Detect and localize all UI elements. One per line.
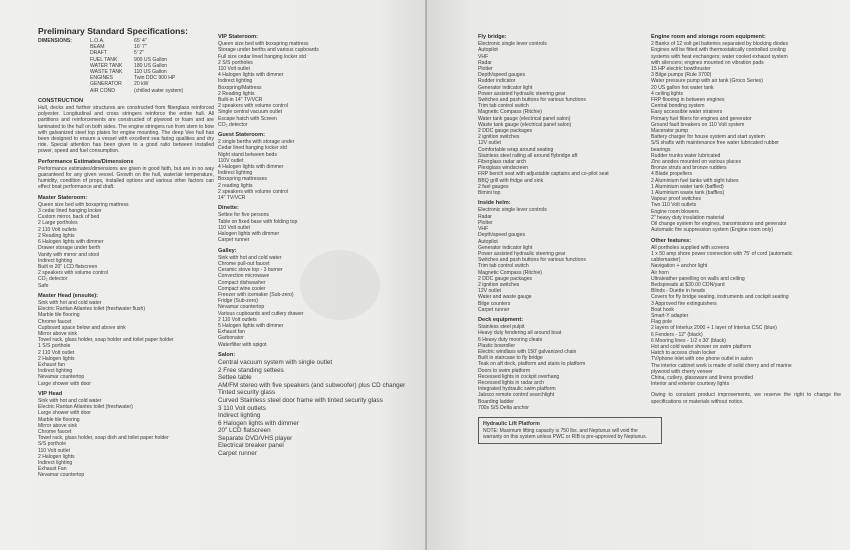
inside-helm-title: Inside helm: xyxy=(478,200,511,207)
other-features-list xyxy=(651,245,841,388)
spec-item: 2 reading lights xyxy=(218,182,253,189)
notice-text: NOTE: Maximum lifting capacity is 750 lbs. and Neptunus will void the warranty on this system unless PWC or RIB is pre-approved by Neptunus. xyxy=(483,428,647,441)
spec-item: Exhaust Fan xyxy=(38,466,67,473)
spec-item: 2 DDC gauge packages xyxy=(478,128,533,135)
spec-item: Vanity with mirror and stool xyxy=(38,251,100,258)
dimensions-table xyxy=(38,38,214,94)
spec-item: Electronic single lever controls xyxy=(478,207,547,214)
dimension-value: 180 US Gallon xyxy=(134,62,168,69)
spec-item: 1 S/S porthole xyxy=(38,343,71,350)
spec-item: Recessed lights in cockpit overhang xyxy=(478,373,560,380)
spec-item: Magnetic Compass (Ritchie) xyxy=(478,109,542,116)
spec-item: 6 Mooring lines - 1/2 x 30' (black) xyxy=(651,337,726,344)
spec-item: Various cupboards and cutlery drawer xyxy=(218,310,304,317)
spec-item: 4 Halogen lights with dimmer xyxy=(218,72,284,79)
spec-item: cablemaster) xyxy=(651,257,681,264)
dimension-key: ENGINES xyxy=(90,75,113,82)
performance-text: Performance estimates/dimensions are given in good faith, but are in no way guaranteed for any given vessel. Growth on the hull, water/air temperature, humidity, condition of props, installed options and various other factors can effect boat performance and draft. xyxy=(38,165,214,191)
spec-item: bearings xyxy=(651,146,671,153)
spec-item: FRP bench seat with adjustable captains and co-pilot seat xyxy=(478,171,609,178)
spec-item: Sink with hot and cold water xyxy=(218,254,282,261)
engine-room-title: Engine room and storage room equipment: xyxy=(651,34,766,40)
spec-item: Heavy duty fendering all around boat xyxy=(478,330,562,337)
notice-title: Hydraulic Lift Platform xyxy=(483,420,540,427)
spec-item: Carpet runner xyxy=(478,306,510,313)
spec-item: 20 US gallon hot water tank xyxy=(651,84,714,91)
inside-helm-list xyxy=(478,207,648,312)
spec-item: CO₂ detector xyxy=(218,121,248,128)
spec-item: 2 Reading lights xyxy=(218,90,255,97)
engine-room-list xyxy=(651,41,841,233)
spec-item: Switches and push buttons for various functions xyxy=(478,97,586,104)
spec-item: Engine room blowers xyxy=(651,208,699,215)
spec-item: Rudder indicator xyxy=(478,78,516,85)
spec-item: Bedspreads at $30.00 CDN/yard xyxy=(651,281,725,288)
spec-item: with silencers; engines mounted on vibration pads xyxy=(651,59,764,66)
master-head-title: Master Head (ensuite): xyxy=(38,292,98,299)
spec-item: Ground fault breakers on 110 Volt system xyxy=(651,121,745,128)
spec-item: 6 Heavy duty mooring cleats xyxy=(478,336,543,343)
spec-item: Separate DVD/VHS player xyxy=(218,434,293,442)
spec-item: 110 Volt outlet xyxy=(38,447,70,454)
spec-item: 2 Reading lights xyxy=(38,232,75,239)
spec-item: Jabsco remote control searchlight xyxy=(478,392,555,399)
dimension-label xyxy=(38,88,90,94)
spec-item: 3 Bilge pumps (Rule 3700) xyxy=(651,72,712,79)
spec-item: Storage under berths and various cupboards xyxy=(218,47,319,54)
spec-item: 2 S/S portholes xyxy=(218,59,253,66)
spec-item: 4 Halogen lights with dimmer xyxy=(218,164,284,171)
spec-item: 2" heavy duty insulation material xyxy=(651,214,725,221)
dimension-key: WASTE TANK xyxy=(90,69,123,76)
spec-item: Settee table xyxy=(218,374,252,382)
fly-bridge-title: Fly bridge: xyxy=(478,34,507,40)
spec-item: Queen size bed with boxspring mattress xyxy=(38,201,129,208)
spec-item: 2 fuel gauges xyxy=(478,183,509,190)
master-stateroom-list xyxy=(38,202,214,289)
spec-item: Single central vacuum outlet xyxy=(218,109,282,116)
spec-item: 2 Banks of 12 volt gel batteries separated by blocking diodes xyxy=(651,41,789,48)
spec-item: 2 Free standing settees xyxy=(218,366,284,374)
spec-item: Rudder trunks water lubricated xyxy=(651,152,721,159)
spec-item: 700s S/S Delta anchor xyxy=(478,404,529,411)
spec-item: Bimini top xyxy=(478,190,501,197)
spec-item: 5 Halogen lights with dimmer xyxy=(218,322,284,329)
spec-item: Generator indicator light xyxy=(478,84,533,91)
spec-item: All portholes supplied with screens xyxy=(651,244,730,251)
spec-item: Drawer storage under berth xyxy=(38,245,101,252)
spec-item: VHF xyxy=(478,53,489,60)
spec-item: Air horn xyxy=(651,269,669,276)
page-title: Preliminary Standard Specifications: xyxy=(38,26,188,36)
spec-item: 2 110 Volt outlets xyxy=(38,226,77,233)
spec-item: Central vacuum system with single outlet xyxy=(218,358,333,366)
dimension-value: 16' 7" xyxy=(134,44,147,51)
spec-item: Integrated hydraulic swim platform xyxy=(478,386,556,393)
spec-item: Electrical breaker panel xyxy=(218,442,284,450)
dimension-value: 65' 4" xyxy=(134,38,147,44)
spec-item: Fridge (Sub-zero) xyxy=(218,298,258,305)
spec-item: Carpet runner xyxy=(218,450,257,458)
spec-item: The interior cabinet work is made of solid cherry and of marine xyxy=(651,362,792,369)
spec-item: VHF xyxy=(478,226,489,233)
spec-item: Switches and push buttons for various functions xyxy=(478,257,586,264)
spec-item: Fiberglass radar arch xyxy=(478,159,527,166)
spec-item: Boat hook xyxy=(651,306,674,313)
dimension-value: Twin DDC 900 HP xyxy=(134,75,176,82)
spec-item: Marble tile flooring xyxy=(38,416,80,423)
right-page xyxy=(427,0,850,550)
dimension-row xyxy=(38,88,214,94)
spec-item: 110 Volt outlet xyxy=(218,66,250,73)
spec-item: Large shower with door xyxy=(38,380,91,387)
footer-note: Owing to constant product improvements, we reserve the right to change the specifications or materials without notice. xyxy=(651,392,841,405)
spec-item: 6 Halogen lights with dimmer xyxy=(218,419,299,427)
spec-item: 2 Aluminium fuel tanks with sight tubes xyxy=(651,177,739,184)
spec-item: 1 Aluminium water tank (baffled) xyxy=(651,183,724,190)
dimension-key: FUEL TANK xyxy=(90,56,118,63)
spec-item: 12V outlet xyxy=(478,288,501,295)
spec-item: FRP flooring in between engines xyxy=(651,97,725,104)
spec-item: 15 HP electric bowthruster xyxy=(651,66,711,73)
spec-item: 2 single berths with storage under xyxy=(218,139,295,146)
spec-item: 3 110 Volt outlets xyxy=(218,404,266,412)
spec-item: Water pressure pump with air tank (Groco Series) xyxy=(651,78,763,85)
spec-item: 2 DDC gauge packages xyxy=(478,275,533,282)
dimension-key: AIR COND xyxy=(90,87,115,94)
dimension-key: L.O.A. xyxy=(90,38,105,44)
spec-item: 2 110 Volt outlet xyxy=(38,349,75,356)
galley-list xyxy=(218,255,414,348)
vip-stateroom-title: VIP Stateroom: xyxy=(218,34,258,40)
spec-item: Water and waste gauge xyxy=(478,294,532,301)
spec-item: Tinted security glass xyxy=(218,389,276,397)
spec-item: Exhaust fan xyxy=(38,361,65,368)
spec-item: Ceramic stove top - 3 burner xyxy=(218,267,283,274)
spec-item: Power assisted hydraulic steering gear xyxy=(478,250,566,257)
spec-item: Indirect lighting xyxy=(218,412,261,420)
spec-item: Cupboard space below and above sink xyxy=(38,324,126,331)
construction-title: CONSTRUCTION xyxy=(38,97,84,104)
spec-item: Generator indicator light xyxy=(478,244,533,251)
dinette-title: Dinette: xyxy=(218,205,239,212)
spec-item: S/S shafts with maintenance free water lubricated rubber xyxy=(651,140,779,147)
spec-item: Convection microwave xyxy=(218,273,270,280)
hydraulic-lift-notice xyxy=(478,417,662,444)
spec-item: Electric windlass with 150' galvanized chain xyxy=(478,348,577,355)
spec-item: Nevamar countertop xyxy=(38,472,85,479)
spec-item: Interior and exterior courtesy lights xyxy=(651,381,730,388)
dimension-value: 20 kW xyxy=(134,81,149,88)
spec-item: Waterfilter with spigot xyxy=(218,341,267,348)
spec-item: Indirect lighting xyxy=(218,170,253,177)
dimension-value: 110 US Gallon xyxy=(134,69,167,76)
deck-equipment-list xyxy=(478,324,648,411)
spec-item: CO₂ detector xyxy=(38,276,68,283)
spec-item: Blinds - Duette in heads xyxy=(651,288,706,295)
spec-item: Plastic bowroller xyxy=(478,342,516,349)
spec-item: 6 Halogen lights with dimmer xyxy=(38,239,104,246)
spec-item: Flag pole xyxy=(651,319,672,326)
dimension-key: BEAM xyxy=(90,44,105,51)
spec-item: 12V outlet xyxy=(478,140,501,147)
spec-item: Safe xyxy=(38,282,49,289)
dimension-key: GENERATOR xyxy=(90,81,122,88)
left-column-2 xyxy=(218,26,414,458)
spec-item: Navigation + anchor light xyxy=(651,263,708,270)
spec-item: Chrome faucet xyxy=(38,318,72,325)
spec-item: Oil change system for engines, transmissions and generator xyxy=(651,221,787,228)
spec-item: Autopilot xyxy=(478,238,498,245)
spec-item: Covers for fly bridge seating, instruments and cockpit seating xyxy=(651,294,789,301)
spec-item: Nevamar countertop xyxy=(38,374,85,381)
vip-head-title: VIP Head xyxy=(38,390,63,397)
spec-item: Towel rack, glass holder, soap dish and toilet paper holder xyxy=(38,435,169,442)
vip-head-list xyxy=(38,398,214,479)
guest-stateroom-list xyxy=(218,139,414,201)
spec-item: Table on fixed base with folding top xyxy=(218,218,298,225)
spec-item: 4 ceiling lights xyxy=(651,90,683,97)
spec-item: Sink with hot and cold water xyxy=(38,299,102,306)
spec-item: 2 ignition switches xyxy=(478,281,520,288)
spec-item: systems with heat exchangers; water cooled exhaust system xyxy=(651,53,788,60)
spec-item: Teak on aft deck, platform and stairs to platform xyxy=(478,361,586,368)
spec-item: Easy accessible water strainers xyxy=(651,109,723,116)
spec-item: 2 110 Volt outlets xyxy=(218,316,257,323)
dimension-value: 900 US Gallon xyxy=(134,56,168,63)
spec-item: Plotter xyxy=(478,66,493,73)
spec-item: Stainless steel pulpit xyxy=(478,324,525,331)
spec-item: Plexiglass windscreen xyxy=(478,165,529,172)
spec-item: Queen size bed with boxspring mattress xyxy=(218,41,309,48)
spec-item: Boarding ladder xyxy=(478,398,514,405)
galley-title: Galley: xyxy=(218,247,237,254)
spec-item: Freezer with icemaker (Sub-zero) xyxy=(218,291,294,298)
spec-item: Settee for five persons xyxy=(218,212,269,219)
spec-item: Waste tank gauge (electrical panel salon) xyxy=(478,121,572,128)
fly-bridge-list xyxy=(478,41,648,196)
spec-item: 3 cedar lined hanging locker xyxy=(38,208,102,215)
spec-item: Power assisted hydraulic steering gear xyxy=(478,90,566,97)
spec-item: Macerator pump xyxy=(651,128,689,135)
spec-item: Vapour proof switches xyxy=(651,196,702,203)
spec-item: Bilge counters xyxy=(478,300,511,307)
spec-item: Central bonding system xyxy=(651,103,705,110)
spec-item: 1 x 50 amp shore power connection with 75' of cord (automatic xyxy=(651,250,793,257)
spec-item: Mirror above sink xyxy=(38,330,78,337)
spec-item: Smart-Y adapter xyxy=(651,312,689,319)
spec-item: Sink with hot and cold water xyxy=(38,397,102,404)
spec-item: 110V outlet xyxy=(218,157,244,164)
spec-item: Marble tile flooring xyxy=(38,312,80,319)
master-head-list xyxy=(38,300,214,387)
spec-item: Full size cedar lined hanging locker std xyxy=(218,53,306,60)
spec-item: Autopilot xyxy=(478,47,498,54)
spec-item: Built in staircase to fly bridge xyxy=(478,355,543,362)
spec-item: AM/FM stereo with five speakers (and subwoofer) plus CD changer xyxy=(218,381,406,389)
spec-item: TV/phone inlet with one phone outlet in salon xyxy=(651,356,753,363)
dimension-key: WATER TANK xyxy=(90,62,123,69)
spec-item: 2 ignition switches xyxy=(478,134,520,141)
spec-item: Bronze struts and bronze rudders xyxy=(651,165,727,172)
spec-item: Custom mirror, back of bed xyxy=(38,214,100,221)
spec-item: Primary fuel filters for engines and generator xyxy=(651,115,752,122)
spec-item: Stainless steel railing all around flybridge aft xyxy=(478,152,578,159)
right-column-1 xyxy=(478,26,648,444)
spec-item: Night stand between beds xyxy=(218,151,277,158)
spec-item: Hot and cold water shower on swim platform xyxy=(651,343,752,350)
vip-stateroom-list xyxy=(218,41,414,128)
spec-item: Magnetic Compass (Ritchie) xyxy=(478,269,542,276)
other-features-title: Other features: xyxy=(651,237,692,244)
dimension-label: DIMENSIONS: xyxy=(38,38,72,44)
spec-item: Curved Stainless steel door frame with tinted security glass xyxy=(218,396,383,404)
performance-title: Performance Estimates/Dimensions xyxy=(38,158,134,165)
spec-item: Mirror above sink xyxy=(38,422,78,429)
dimension-key: DRAFT xyxy=(90,50,107,57)
spec-item: Indirect lighting xyxy=(38,460,73,466)
construction-text: Hull, decks and further structures are constructed from fiberglass reinforced polyester. Longitudinal and cross stringers reinforce the entire hull. All partitions and reinforcements are constructed of plywood or foam and are laminated to the hull on both sides. The engine stringers run from stem to bow with galvanized steel top plates for engine mounting. The deep Vee hull has been designed to ensure a vessel with excellent sea faring qualities and dry ride. Special attention has been given to a good ratio between installed power, speed and fuel consumption. xyxy=(38,105,214,155)
spec-item: Built in 20" LCD flatscreen xyxy=(38,263,98,270)
spec-item: Trim tab control switch xyxy=(478,263,529,270)
spec-item: S/S porthole xyxy=(38,441,67,448)
dimension-value: 5' 2" xyxy=(134,50,144,57)
spec-item: 3 Approved fire extinguishers xyxy=(651,300,717,307)
spec-item: 2 speakers with volume control xyxy=(218,103,288,110)
spec-item: 2 Halogen lights xyxy=(38,355,75,362)
spec-item: Indirect lighting xyxy=(218,78,253,85)
spec-item: 2 layers of Interlux 2000 + 1 layer of Interlux CSC (blue) xyxy=(651,325,777,332)
spec-item: Doors to swim platform xyxy=(478,367,531,374)
spec-item: Exhaust fan xyxy=(218,329,245,336)
spec-item: Halogen lights with dimmer xyxy=(218,231,280,238)
spec-item: Chrome faucet xyxy=(38,428,72,435)
spec-item: Electric Raritan Atlantes toilet (freshwater flush) xyxy=(38,306,146,313)
spec-item: Indirect lighting xyxy=(38,368,73,375)
spec-item: Electric Raritan Atlantes toilet (freshwater) xyxy=(38,404,133,411)
spec-item: 110 Volt outlet xyxy=(218,224,250,231)
spec-item: Garbonator xyxy=(218,335,244,342)
spec-item: 2 speakers with volume control xyxy=(38,270,108,277)
spec-item: 2 speakers with volume control xyxy=(218,188,288,195)
spec-item: BBQ grill with fridge and sink xyxy=(478,177,544,184)
spec-item: Zinc anodes mounted on various places xyxy=(651,159,742,166)
spec-item: Carpet runner xyxy=(218,237,250,244)
salon-title: Salon: xyxy=(218,351,236,358)
spec-item: 2 Large portholes xyxy=(38,220,78,227)
spec-item: Cedar lined hanging locker std xyxy=(218,145,287,152)
spec-item: Compact dishwasher xyxy=(218,279,266,286)
spec-item: Two 110 Volt outlets xyxy=(651,202,697,209)
dimension-value: (chilled water system) xyxy=(134,87,184,94)
spec-item: 2 Halogen lights xyxy=(38,453,75,460)
spec-item: 20" LCD flatscreen xyxy=(218,427,271,435)
master-stateroom-title: Master Stateroom: xyxy=(38,194,88,201)
spec-item: Towel rack, glass holder, soap holder and toilet paper holder xyxy=(38,337,174,344)
spec-item: Boxspring mattresses xyxy=(218,176,267,183)
spec-item: Comfortable wrap around seating xyxy=(478,146,554,153)
spec-item: Water tank gauge (electrical panel salon) xyxy=(478,115,571,122)
spec-item: Radar xyxy=(478,213,492,220)
guest-stateroom-title: Guest Stateroom: xyxy=(218,132,265,139)
spec-item: Built-in 14" TV/VCR xyxy=(218,97,263,104)
spec-item: Electronic single lever controls xyxy=(478,41,547,48)
right-column-2 xyxy=(651,26,841,405)
spec-item: Automatic fire suppression system (Engine room only) xyxy=(651,227,774,234)
spec-item: Plotter xyxy=(478,219,493,226)
spec-item: Ultraleather panelling on walls and ceiling xyxy=(651,275,745,282)
spec-item: Depth/speed gauges xyxy=(478,72,526,79)
spec-item: 6 Fenders - 12" (black) xyxy=(651,331,703,338)
salon-list xyxy=(218,359,414,458)
spec-item: Recessed lights in radar arch xyxy=(478,379,544,386)
spec-item: plywood with cherry veneer xyxy=(651,368,713,375)
spec-item: Nevamar countertop xyxy=(218,304,265,311)
spec-item: Large shower with door xyxy=(38,410,91,417)
spec-item: 1 Aluminium waste tank (baffles) xyxy=(651,190,725,197)
spec-item: Escape hatch with Screen xyxy=(218,115,277,122)
deck-equipment-title: Deck equipment: xyxy=(478,316,524,323)
dinette-list xyxy=(218,212,414,243)
spec-item: Radar xyxy=(478,59,492,66)
spec-item: Boxspring/Mattress xyxy=(218,84,262,91)
spec-item: Battery charger for house system and start system xyxy=(651,134,765,141)
spec-item: Compact wine cooler xyxy=(218,285,266,292)
left-column-1 xyxy=(38,26,214,479)
spec-item: Hatch to access chain locker xyxy=(651,350,716,357)
spec-item: Indirect lighting xyxy=(38,257,73,264)
spec-item: Trim tab control switch xyxy=(478,103,529,110)
spec-item: Chrome pull-out faucet xyxy=(218,260,270,267)
spec-item: China, cutlery, glassware and linens provided xyxy=(651,374,754,381)
spec-item: 4 Blade propellers xyxy=(651,171,693,178)
spec-item: Depth/speed gauges xyxy=(478,232,526,239)
spec-item: Engines will be fitted with thermostatically controlled cooling xyxy=(651,47,786,54)
spec-item: 14" TV/VCR xyxy=(218,195,246,202)
